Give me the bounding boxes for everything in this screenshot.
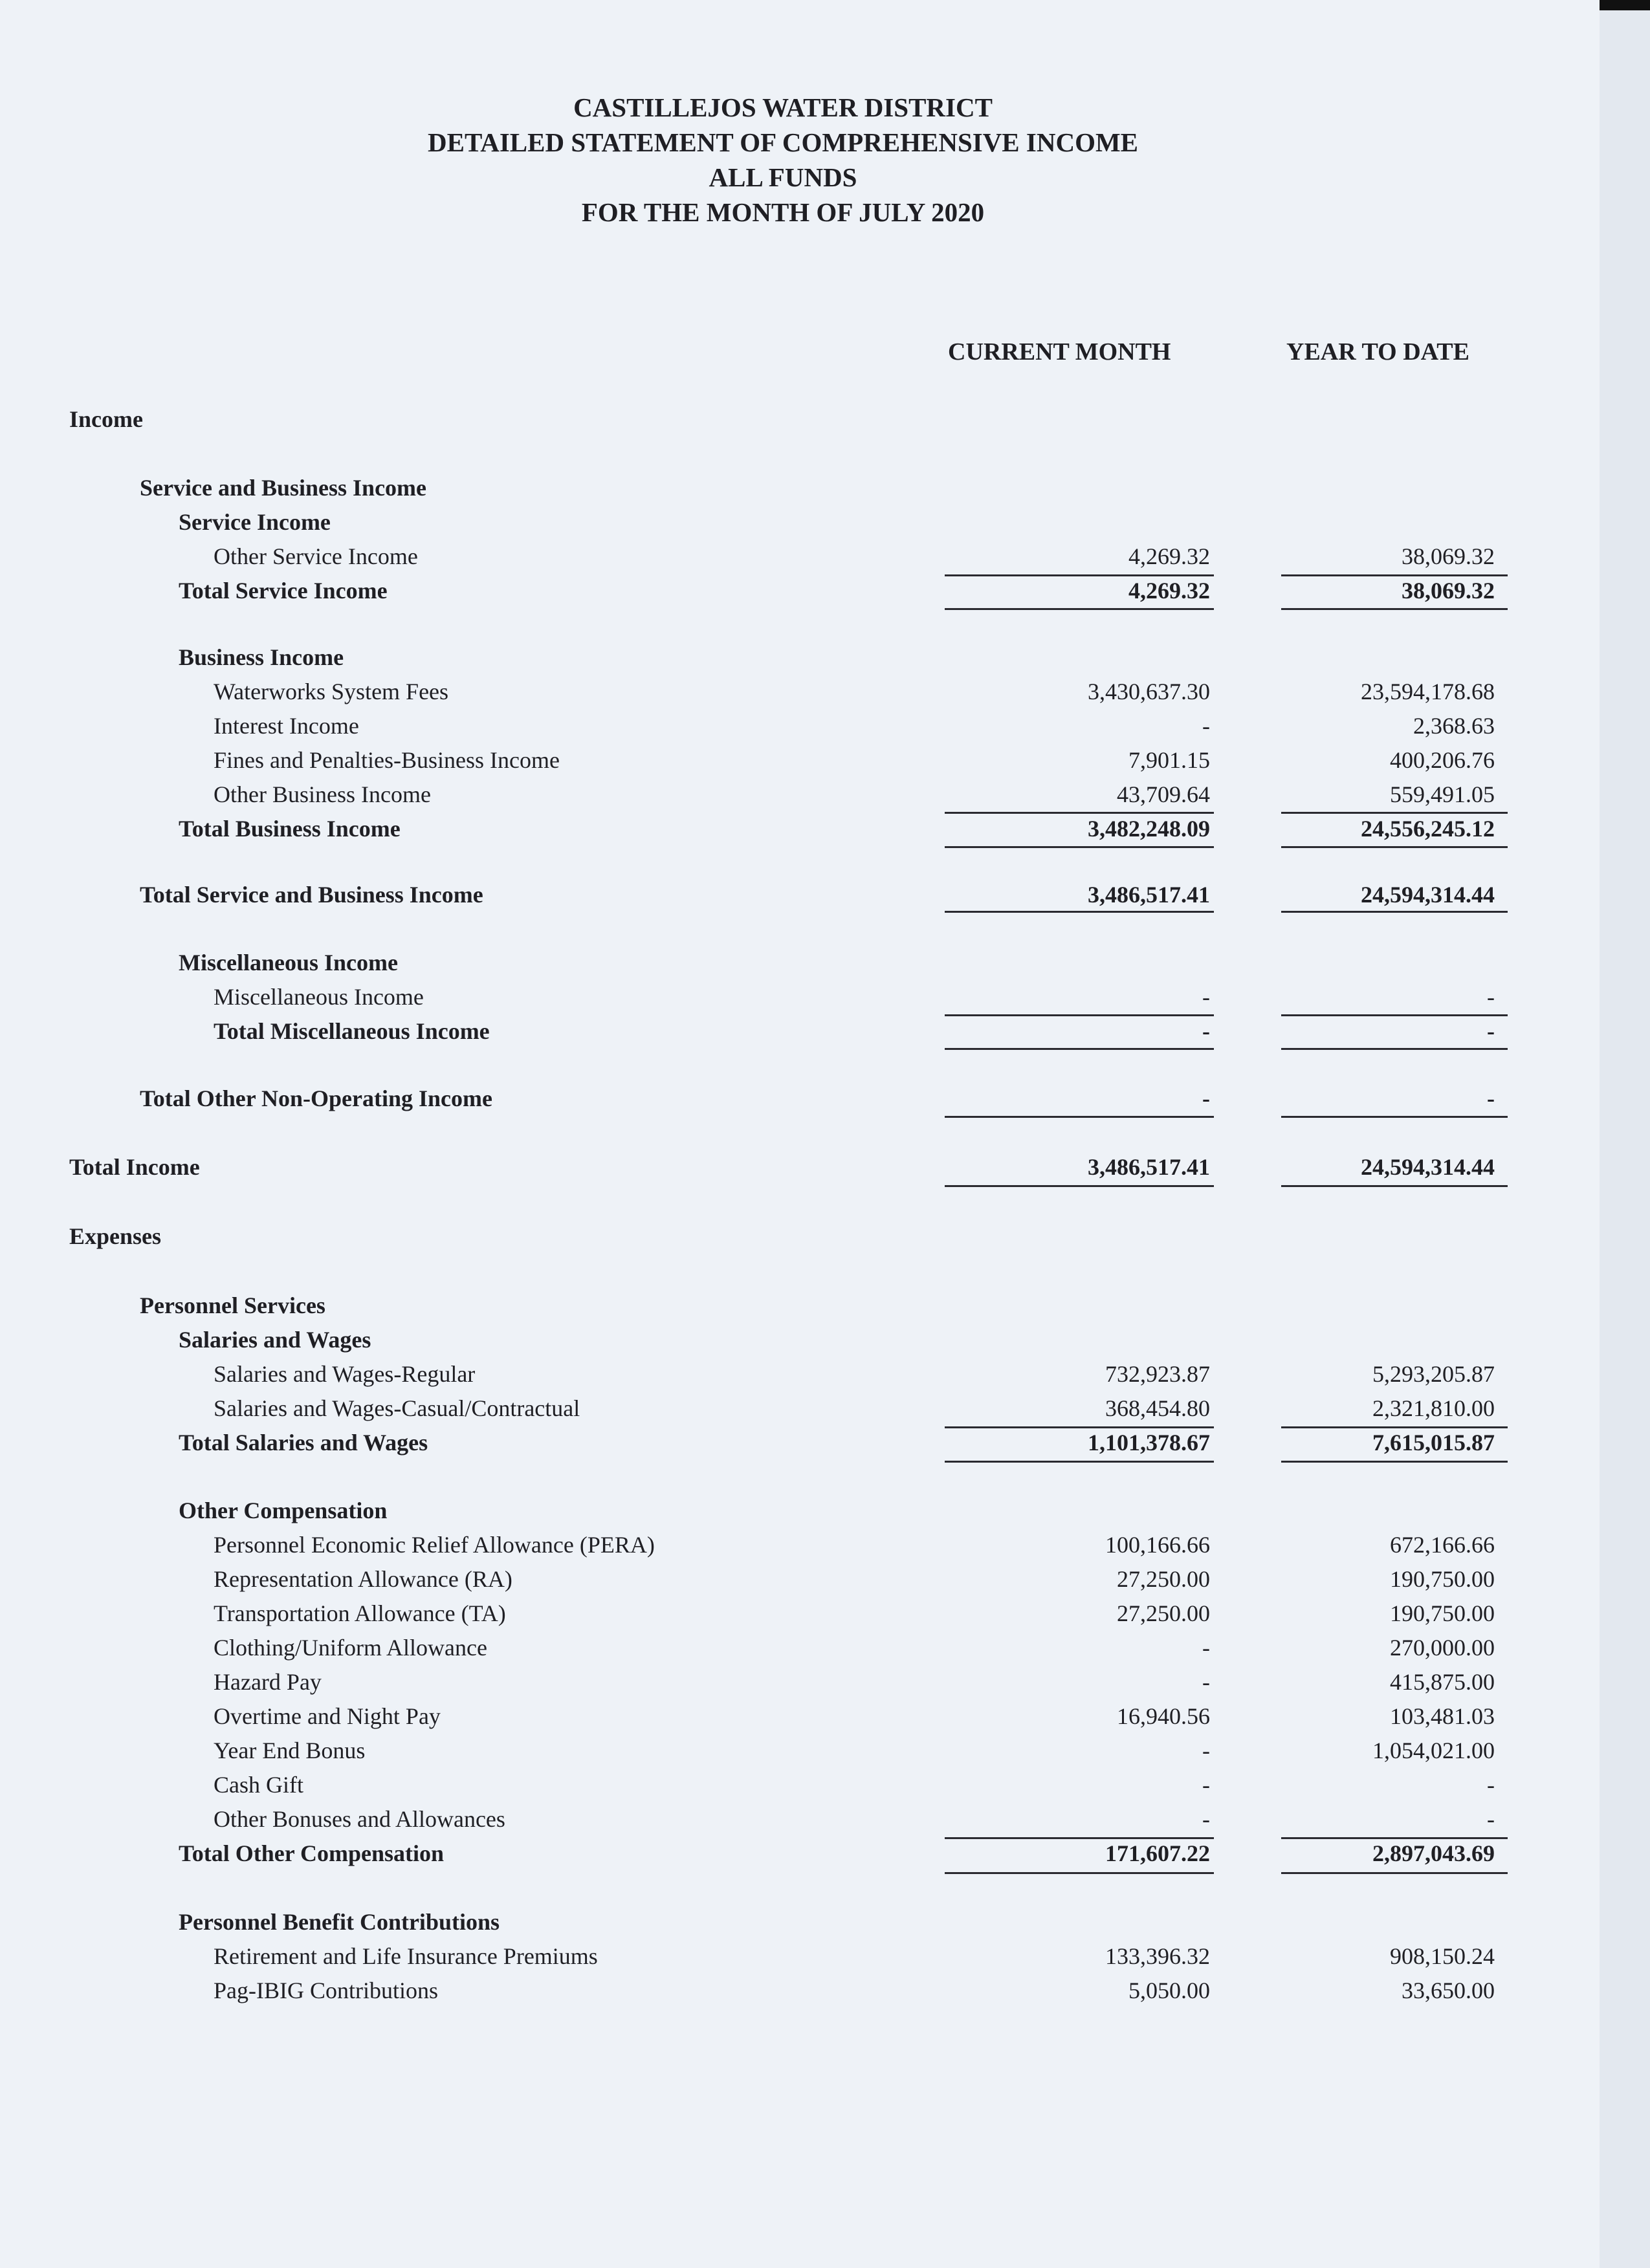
row-current-amount: 27,250.00 [1117, 1600, 1210, 1626]
row-current-amount: 100,166.66 [1105, 1532, 1210, 1558]
subtotal-rule [945, 574, 1214, 576]
row-current-amount: 4,269.32 [1128, 543, 1210, 569]
total-rule [1281, 1872, 1508, 1874]
row-label: Cash Gift [214, 1772, 303, 1798]
row-label: Hazard Pay [214, 1669, 322, 1695]
row-label: Total Salaries and Wages [179, 1430, 428, 1456]
row-ytd-amount: 672,166.66 [1390, 1532, 1495, 1558]
row-label: Fines and Penalties-Business Income [214, 747, 560, 773]
row-current-amount: 3,482,248.09 [1088, 816, 1210, 842]
column-header-current-month: CURRENT MONTH [948, 338, 1171, 365]
row-ytd-amount: 24,594,314.44 [1361, 1154, 1495, 1180]
row-label: Salaries and Wages-Regular [214, 1361, 476, 1387]
row-label: Total Other Compensation [179, 1840, 445, 1866]
row-current-amount: - [1202, 1635, 1210, 1661]
row-label: Miscellaneous Income [179, 950, 398, 976]
row-ytd-amount: 24,594,314.44 [1361, 882, 1495, 908]
row-ytd-amount: - [1487, 1806, 1495, 1832]
row-current-amount: - [1202, 1085, 1210, 1111]
row-ytd-amount: - [1487, 1085, 1495, 1111]
row-label: Overtime and Night Pay [214, 1703, 441, 1729]
row-current-amount: 171,607.22 [1105, 1840, 1210, 1866]
row-current-amount: 5,050.00 [1128, 1978, 1210, 2003]
district-name: CASTILLEJOS WATER DISTRICT [573, 93, 993, 122]
row-current-amount: 43,709.64 [1117, 781, 1210, 807]
row-ytd-amount: 908,150.24 [1390, 1943, 1495, 1969]
row-ytd-amount: 400,206.76 [1390, 747, 1495, 773]
total-rule [945, 1461, 1214, 1463]
row-label: Total Business Income [179, 816, 401, 842]
row-label: Pag-IBIG Contributions [214, 1978, 438, 2003]
subtotal-rule [1281, 812, 1508, 814]
row-label: Total Income [69, 1154, 200, 1180]
row-label: Salaries and Wages-Casual/Contractual [214, 1395, 580, 1421]
row-label: Other Bonuses and Allowances [214, 1806, 505, 1832]
subtotal-rule [1281, 1837, 1508, 1839]
row-ytd-amount: 38,069.32 [1402, 578, 1495, 604]
row-current-amount: - [1202, 1738, 1210, 1763]
row-ytd-amount: - [1487, 984, 1495, 1010]
row-current-amount: 3,486,517.41 [1088, 1154, 1210, 1180]
row-ytd-amount: 559,491.05 [1390, 781, 1495, 807]
row-label: Waterworks System Fees [214, 679, 449, 704]
row-current-amount: 27,250.00 [1117, 1566, 1210, 1592]
row-label: Year End Bonus [214, 1738, 366, 1763]
row-label: Total Miscellaneous Income [214, 1018, 490, 1044]
subtotal-rule [945, 1426, 1214, 1428]
page-edge [1600, 0, 1650, 2268]
row-current-amount: - [1202, 713, 1210, 739]
total-rule [945, 846, 1214, 848]
row-current-amount: 133,396.32 [1105, 1943, 1210, 1969]
row-ytd-amount: 2,897,043.69 [1372, 1840, 1495, 1866]
row-label: Service Income [179, 509, 331, 535]
statement-title: DETAILED STATEMENT OF COMPREHENSIVE INCOME [427, 127, 1139, 157]
subtotal-rule [945, 1837, 1214, 1839]
row-label: Salaries and Wages [179, 1327, 371, 1353]
column-header-year-to-date: YEAR TO DATE [1286, 338, 1469, 365]
total-rule [1281, 1185, 1508, 1187]
row-label: Expenses [69, 1223, 162, 1249]
row-label: Miscellaneous Income [214, 984, 424, 1010]
row-label: Personnel Economic Relief Allowance (PERA) [214, 1532, 655, 1558]
row-label: Other Compensation [179, 1498, 388, 1523]
row-current-amount: - [1202, 1018, 1210, 1044]
subtotal-rule [1281, 1014, 1508, 1016]
total-rule [1281, 608, 1508, 610]
row-ytd-amount: 190,750.00 [1390, 1566, 1495, 1592]
total-rule [1281, 1116, 1508, 1118]
subtotal-rule [1281, 574, 1508, 576]
fund-scope: ALL FUNDS [709, 162, 857, 192]
row-label: Transportation Allowance (TA) [214, 1600, 506, 1626]
row-ytd-amount: 5,293,205.87 [1372, 1361, 1495, 1387]
row-ytd-amount: 38,069.32 [1402, 543, 1495, 569]
total-rule [1281, 911, 1508, 913]
subtotal-rule [945, 1014, 1214, 1016]
row-current-amount: 7,901.15 [1128, 747, 1210, 773]
total-rule [945, 1872, 1214, 1874]
row-current-amount: 1,101,378.67 [1088, 1430, 1210, 1456]
row-current-amount: - [1202, 1669, 1210, 1695]
total-rule [945, 911, 1214, 913]
row-label: Clothing/Uniform Allowance [214, 1635, 487, 1661]
total-rule [945, 608, 1214, 610]
row-label: Personnel Benefit Contributions [179, 1909, 500, 1935]
row-ytd-amount: - [1487, 1018, 1495, 1044]
total-rule [1281, 1048, 1508, 1050]
row-current-amount: 732,923.87 [1105, 1361, 1210, 1387]
row-ytd-amount: 270,000.00 [1390, 1635, 1495, 1661]
row-ytd-amount: - [1487, 1772, 1495, 1798]
total-rule [945, 1185, 1214, 1187]
row-label: Total Service and Business Income [140, 882, 483, 908]
total-rule [945, 1116, 1214, 1118]
total-rule [945, 1048, 1214, 1050]
row-ytd-amount: 1,054,021.00 [1372, 1738, 1495, 1763]
row-current-amount: - [1202, 1772, 1210, 1798]
row-current-amount: - [1202, 984, 1210, 1010]
row-label: Business Income [179, 644, 344, 670]
total-rule [1281, 1461, 1508, 1463]
row-current-amount: 368,454.80 [1105, 1395, 1210, 1421]
row-label: Other Business Income [214, 781, 431, 807]
row-ytd-amount: 190,750.00 [1390, 1600, 1495, 1626]
subtotal-rule [945, 812, 1214, 814]
scan-corner-mark [1600, 0, 1650, 10]
row-label: Other Service Income [214, 543, 418, 569]
subtotal-rule [1281, 1426, 1508, 1428]
statement-period: FOR THE MONTH OF JULY 2020 [581, 197, 985, 227]
row-current-amount: 3,486,517.41 [1088, 882, 1210, 908]
row-label: Service and Business Income [140, 475, 427, 501]
row-current-amount: 3,430,637.30 [1088, 679, 1210, 704]
row-ytd-amount: 415,875.00 [1390, 1669, 1495, 1695]
row-ytd-amount: 103,481.03 [1390, 1703, 1495, 1729]
row-ytd-amount: 7,615,015.87 [1372, 1430, 1495, 1456]
row-label: Income [69, 406, 143, 432]
row-current-amount: 16,940.56 [1117, 1703, 1210, 1729]
row-label: Total Other Non-Operating Income [140, 1085, 492, 1111]
row-ytd-amount: 33,650.00 [1402, 1978, 1495, 2003]
row-label: Interest Income [214, 713, 359, 739]
row-ytd-amount: 2,368.63 [1413, 713, 1495, 739]
row-label: Retirement and Life Insurance Premiums [214, 1943, 598, 1969]
row-ytd-amount: 24,556,245.12 [1361, 816, 1495, 842]
row-label: Personnel Services [140, 1292, 325, 1318]
row-ytd-amount: 23,594,178.68 [1361, 679, 1495, 704]
row-current-amount: - [1202, 1806, 1210, 1832]
row-label: Total Service Income [179, 578, 388, 604]
row-ytd-amount: 2,321,810.00 [1372, 1395, 1495, 1421]
row-label: Representation Allowance (RA) [214, 1566, 512, 1592]
row-current-amount: 4,269.32 [1128, 578, 1210, 604]
total-rule [1281, 846, 1508, 848]
